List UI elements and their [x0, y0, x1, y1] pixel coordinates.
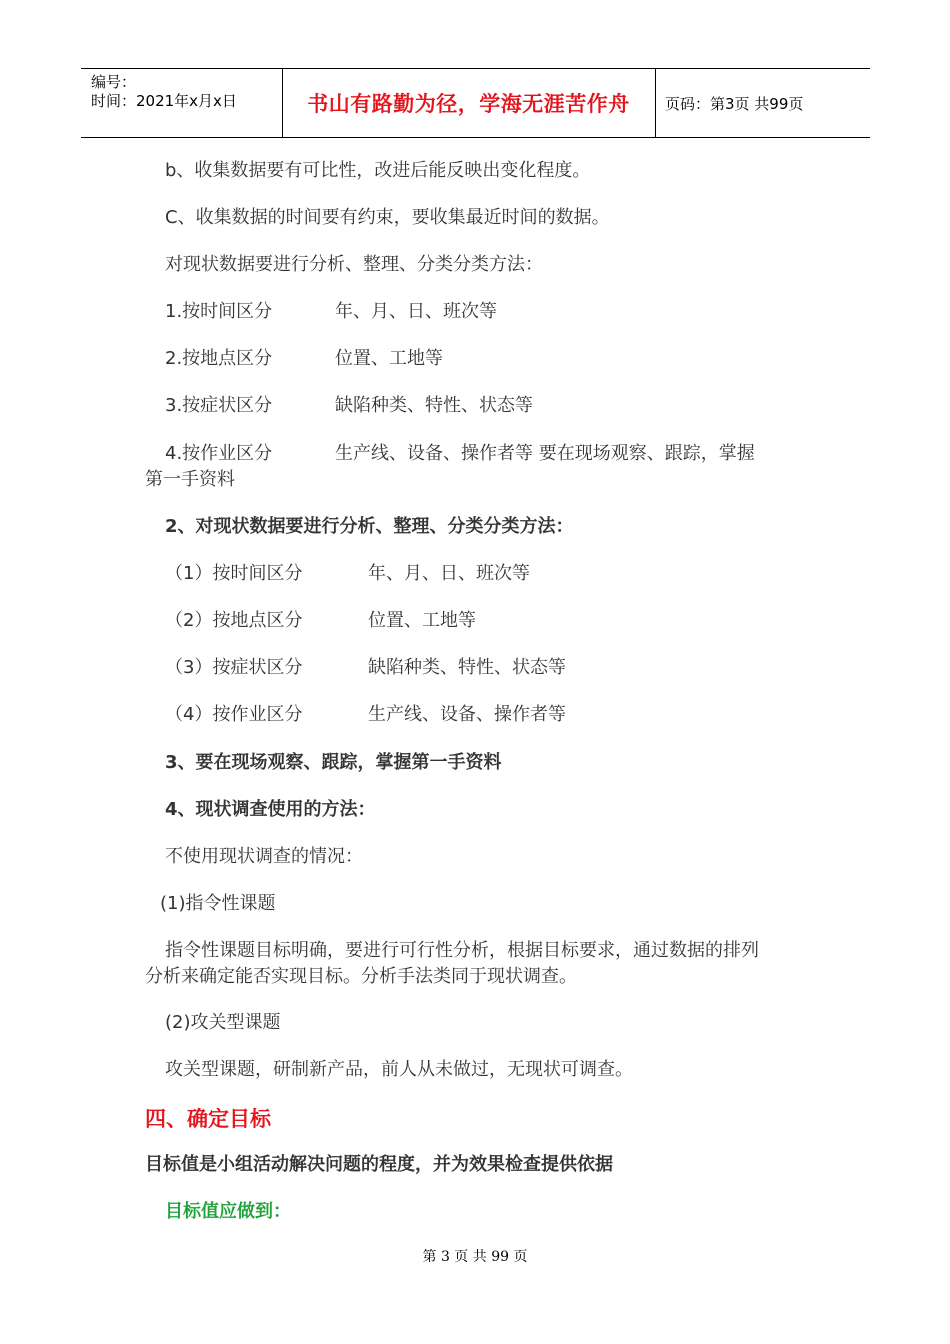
classify-label: （2）按地点区分 [165, 610, 303, 631]
classify-label: （4）按作业区分 [165, 704, 303, 725]
classify-label: 2.按地点区分 [165, 348, 273, 369]
classify-label: 4.按作业区分 [165, 443, 273, 464]
classify-value: 缺陷种类、特性、状态等 [368, 657, 566, 678]
subheading: 2、对现状数据要进行分析、整理、分类分类方法： [165, 516, 574, 537]
classify-label: （1）按时间区分 [165, 563, 303, 584]
text-line: (1)指令性课题 [160, 893, 276, 914]
page-header [81, 68, 870, 138]
header-divider [655, 69, 656, 137]
text-line: 对现状数据要进行分析、整理、分类分类方法： [165, 254, 543, 275]
time-label: 时间：2021年x月x日 [91, 92, 237, 110]
text-line: 攻关型课题，研制新产品，前人从未做过，无现状可调查。 [165, 1059, 633, 1080]
classify-label: （3）按症状区分 [165, 657, 303, 678]
text-line: b、收集数据要有可比性，改进后能反映出变化程度。 [165, 160, 591, 181]
classify-value: 生产线、设备、操作者等 要在现场观察、跟踪，掌握 [335, 443, 755, 464]
classify-value: 年、月、日、班次等 [335, 301, 497, 322]
classify-value: 年、月、日、班次等 [368, 563, 530, 584]
bold-statement: 目标值是小组活动解决问题的程度，并为效果检查提供依据 [145, 1154, 613, 1175]
classify-value: 缺陷种类、特性、状态等 [335, 395, 533, 416]
text-line: 指令性课题目标明确，要进行可行性分析，根据目标要求，通过数据的排列 [165, 940, 759, 961]
subheading: 3、要在现场观察、跟踪，掌握第一手资料 [165, 752, 502, 773]
classify-value: 位置、工地等 [335, 348, 443, 369]
header-meta [91, 73, 237, 111]
section-heading: 四、确定目标 [145, 1107, 271, 1131]
classify-label: 3.按症状区分 [165, 395, 273, 416]
text-line: 分析来确定能否实现目标。分析手法类同于现状调查。 [145, 966, 577, 987]
code-label: 编号： [91, 73, 137, 91]
header-page-label: 页码：第3页 共99页 [665, 94, 804, 113]
header-motto: 书山有路勤为径，学海无涯苦作舟 [307, 92, 630, 116]
subheading: 4、现状调查使用的方法： [165, 799, 376, 820]
text-line: 第一手资料 [145, 469, 235, 490]
text-line: C、收集数据的时间要有约束，要收集最近时间的数据。 [165, 207, 610, 228]
classify-value: 位置、工地等 [368, 610, 476, 631]
text-line: 不使用现状调查的情况： [165, 846, 363, 867]
classify-value: 生产线、设备、操作者等 [368, 704, 566, 725]
text-line: (2)攻关型课题 [165, 1012, 281, 1033]
page-footer: 第 3 页 共 99 页 [422, 1249, 528, 1265]
green-heading: 目标值应做到： [165, 1201, 291, 1222]
classify-label: 1.按时间区分 [165, 301, 273, 322]
